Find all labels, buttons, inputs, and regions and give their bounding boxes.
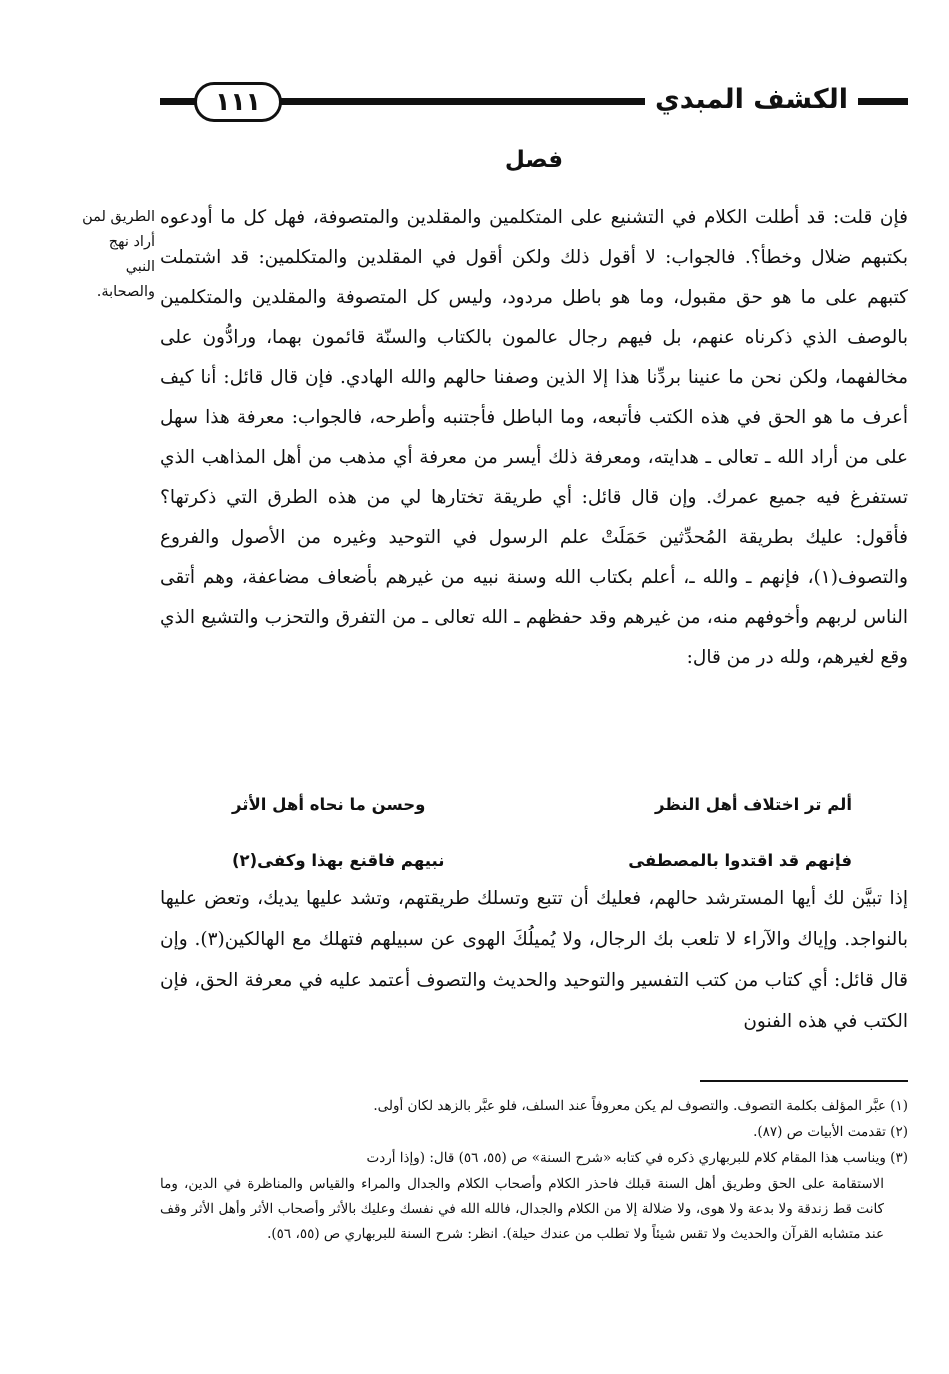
verse-hemistich: فإنهم قد اقتدوا بالمصطفى bbox=[628, 851, 852, 870]
paragraph: فإن قلت: قد أطلت الكلام في التشنيع على المتكلمين والمقلدين والمتصوفة، فهل كل ما أودعوه بكتبهم ضلال وخطأ؟. فالجواب: لا أقول ذلك ولكن أقول في المقلدين والمتكلمين: قد اشتملت كتبهم على ما هو حق مقبول، وما هو باطل مردود، وليس كل المتصوفة والمقلدين والمتكلمين بالوصف الذي ذكرناه عنهم، بل فيهم رجال عالمون بالكتاب والسنّة قائمون بهما، ورادُّون على مخالفهما، ولكن نحن ما عنينا بردِّنا هذا إلا الذين وصفنا حالهم والله الهادي. فإن قال قائل: أنا كيف أعرف ما هو الحق في هذه الكتب فأتبعه، وما الباطل فأجتنبه وأطرحه، فالجواب: معرفة هذا سهل على من أراد الله ـ تعالى ـ هدايته، ومعرفة ذلك أيسر من معرفة أي مذهب من أهل المذاهب الذي تستفرغ فيه جميع عمرك. وإن قال قائل: أي طريقة تختارها لي من هذه الطرق التي ذكرتها؟ فأقول: عليك بطريقة المُحدِّثين حَمَلَتْ علم الرسول في التوحيد وغيره من الأصول والفروع والتصوف(١)، فإنهم ـ والله ـ، أعلم بكتاب الله وسنة نبيه من غيرهم بأضعاف مضاعفة، وهم أتقى الناس لربهم وأخوفهم منه، من غيرهم وقد حفظهم ـ الله تعالى ـ من التفرق والتحزب والتشيع الذي وقع لغيرهم، ولله در من قال: bbox=[160, 207, 908, 668]
margin-note bbox=[55, 205, 155, 305]
section-title: فصل bbox=[504, 147, 564, 173]
footnote-separator bbox=[700, 1080, 908, 1082]
paragraph: إذا تبيَّن لك أيها المسترشد حالهم، فعليك أن تتبع وتسلك طريقتهم، وتشد عليها يديك، وتعض عليها بالنواجد. وإياك والآراء لا تلعب بك الرجال، ولا يُميلُكَ الهوى عن سبيلهم فتهلك مع الهالكين(٣). وإن قال قائل: أي كتاب من كتب التفسير والتوحيد والحديث والتصوف أعتمد عليه في معرفة الحق، فإن الكتب في هذه الفنون bbox=[160, 888, 909, 1032]
margin-note-line: الطريق لمن bbox=[82, 209, 155, 225]
main-text-continued bbox=[160, 878, 908, 1042]
book-title: الكشف المبدي bbox=[645, 80, 858, 120]
margin-note-line: والصحابة. bbox=[96, 284, 155, 300]
poem-verse bbox=[232, 782, 852, 828]
verse-hemistich: وحسن ما نحاه أهل الأثر bbox=[232, 795, 426, 814]
footnote: (٣) ويناسب هذا المقام كلام للبربهاري ذكره في كتابه «شرح السنة» ص (٥٥، ٥٦) قال: (وإذا أردت bbox=[366, 1150, 908, 1166]
page-header bbox=[160, 80, 908, 124]
verse-hemistich: نبيهم فاقنع بهذا وكفى(٢) bbox=[232, 851, 445, 870]
margin-note-line: النبي bbox=[125, 259, 155, 275]
footnote: (١) عبَّر المؤلف بكلمة التصوف. والتصوف لم يكن معروفاً عند السلف، فلو عبَّر بالزهد لكان أولى. bbox=[373, 1098, 908, 1114]
footnote-continuation: الاستقامة على الحق وطريق أهل السنة قبلك فاحذر الكلام وأصحاب الكلام والجدال والمراء والقياس والمناظرة في الدين، وما كانت قط زندقة ولا بدعة ولا هوى، ولا ضلالة إلا من الكلام والجدال، فالله الله في نفسك وعليك بالأثر وأصحاب الأثر وأهل الأثر وقف عند متشابه القرآن والحديث ولا تقس شيئاً ولا تطلب من عندك حيلة). انظر: شرح السنة للبربهاري ص (٥٥، ٥٦). bbox=[160, 1176, 884, 1242]
verse-hemistich: ألم تر اختلاف أهل النظر bbox=[655, 795, 852, 814]
footnotes bbox=[160, 1094, 908, 1248]
main-text bbox=[160, 198, 908, 678]
footnote: (٢) تقدمت الأبيات ص (٨٧). bbox=[753, 1124, 908, 1140]
page-number: ١١١ bbox=[194, 82, 282, 122]
margin-note-line: أراد نهج bbox=[108, 234, 155, 250]
